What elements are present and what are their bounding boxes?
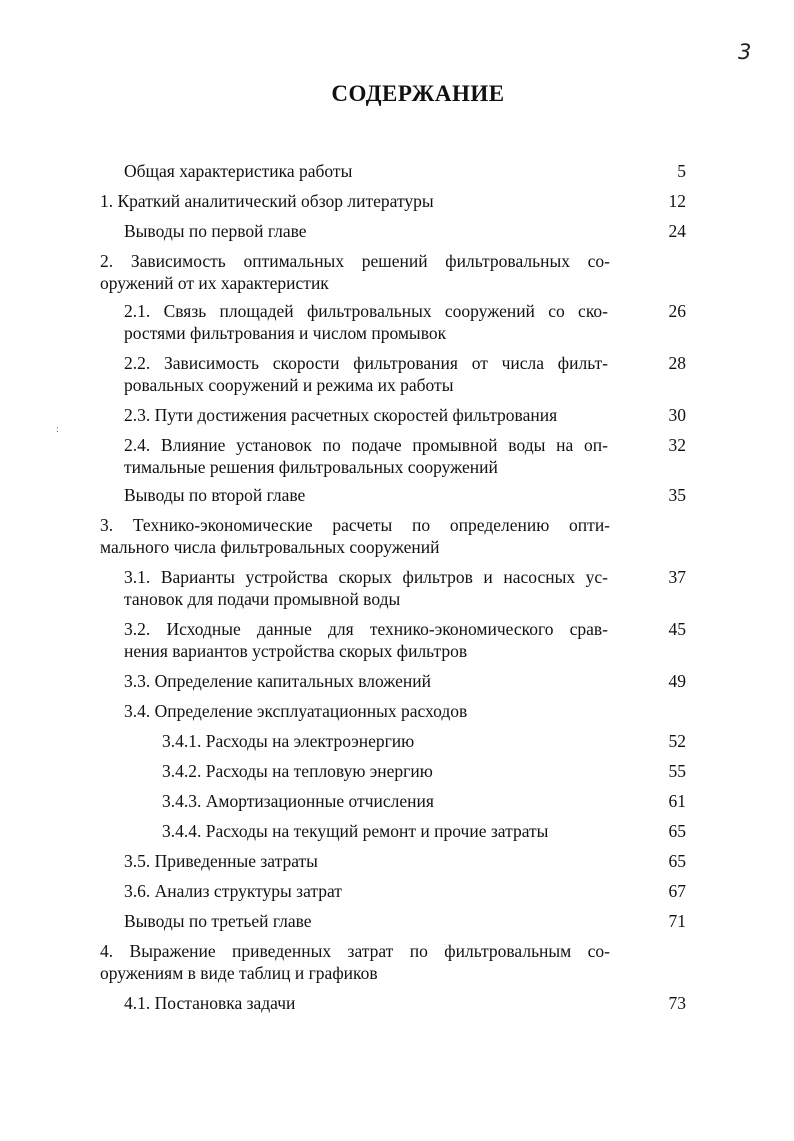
toc-entry[interactable] bbox=[124, 404, 686, 426]
toc-entry[interactable] bbox=[162, 730, 686, 752]
toc-entry-number: 2.4. bbox=[124, 435, 151, 455]
toc-entry[interactable] bbox=[124, 700, 686, 722]
toc-entry-title: Краткий аналитический обзор литературы bbox=[117, 191, 434, 211]
toc-entry-number: 3. bbox=[100, 515, 114, 535]
toc-entry-title-continued: тимальные решения фильтровальных сооружений bbox=[124, 457, 498, 477]
toc-entry-number: 4. bbox=[100, 941, 114, 961]
toc-entry-number: 2.1. bbox=[124, 301, 151, 321]
toc-entry-title: Амортизационные отчисления bbox=[205, 791, 434, 811]
toc-entry[interactable] bbox=[100, 940, 686, 984]
toc-entry-page: 12 bbox=[668, 191, 686, 211]
toc-entry-page: 32 bbox=[668, 435, 686, 455]
toc-entry-title: Выводы по третьей главе bbox=[124, 911, 312, 931]
toc-entry-number: 3.4.4. bbox=[162, 821, 202, 841]
toc-entry[interactable] bbox=[124, 992, 686, 1014]
toc-entry-title: Зависимость скорости фильтрования от числа фильт- bbox=[164, 353, 609, 373]
toc-entry-page: 55 bbox=[668, 761, 686, 781]
toc-entry[interactable] bbox=[124, 352, 686, 396]
toc-entry-number: 3.5. bbox=[124, 851, 151, 871]
toc-entry[interactable] bbox=[124, 880, 686, 902]
toc-entry-title-continued: тановок для подачи промывной воды bbox=[124, 589, 401, 609]
toc-entry-title: Выводы по первой главе bbox=[124, 221, 307, 241]
toc-entry-title: Анализ структуры затрат bbox=[154, 881, 342, 901]
toc-entry-title: Пути достижения расчетных скоростей фильтрования bbox=[154, 405, 558, 425]
toc-entry-number: 3.1. bbox=[124, 567, 151, 587]
toc-entry-page: 67 bbox=[668, 881, 686, 901]
toc-entry[interactable] bbox=[124, 220, 686, 242]
toc-entry-page: 37 bbox=[668, 567, 686, 587]
toc-entry-title: Варианты устройства скорых фильтров и насосных ус- bbox=[160, 567, 608, 587]
toc-entry[interactable] bbox=[124, 618, 686, 662]
toc-entry-title: Выводы по второй главе bbox=[124, 485, 306, 505]
toc-entry-title: Определение эксплуатационных расходов bbox=[154, 701, 468, 721]
toc-entry[interactable] bbox=[124, 300, 686, 344]
toc-entry-number: 3.4. bbox=[124, 701, 151, 721]
toc-entry-title: Технико-экономические расчеты по определению опти- bbox=[132, 515, 611, 535]
page-number: 3 bbox=[738, 40, 752, 64]
toc-entry-title: Расходы на электроэнергию bbox=[205, 731, 415, 751]
toc-entry-page: 45 bbox=[668, 619, 686, 639]
toc-entry-number: 3.4.2. bbox=[162, 761, 202, 781]
toc-entry-title: Влияние установок по подаче промывной воды на оп- bbox=[161, 435, 609, 455]
toc-entry-title: Расходы на тепловую энергию bbox=[205, 761, 433, 781]
toc-entry-number: 2. bbox=[100, 251, 114, 271]
toc-entry-title: Связь площадей фильтровальных сооружений со ско- bbox=[163, 301, 609, 321]
toc-entry-number: 2.3. bbox=[124, 405, 151, 425]
toc-entry-title: Общая характеристика работы bbox=[124, 161, 353, 181]
toc-entry-title-continued: оружениям в виде таблиц и графиков bbox=[100, 963, 378, 983]
toc-entry[interactable] bbox=[124, 850, 686, 872]
toc-entry-page: 65 bbox=[668, 821, 686, 841]
toc-entry[interactable] bbox=[124, 484, 686, 506]
toc-entry-title: Определение капитальных вложений bbox=[154, 671, 432, 691]
toc-entry-number: 3.6. bbox=[124, 881, 151, 901]
toc-entry[interactable] bbox=[124, 160, 686, 182]
toc-entry[interactable] bbox=[100, 250, 686, 294]
toc-entry[interactable] bbox=[100, 514, 686, 558]
scan-speck: : bbox=[56, 424, 59, 435]
toc-entry[interactable] bbox=[124, 910, 686, 932]
toc-entry-title: Выражение приведенных затрат по фильтровальным со- bbox=[129, 941, 611, 961]
toc-entry-page: 30 bbox=[668, 405, 686, 425]
toc-entry-page: 49 bbox=[668, 671, 686, 691]
toc-entry-title: Исходные данные для технико-экономического срав- bbox=[166, 619, 609, 639]
toc-entry-page: 5 bbox=[677, 161, 686, 181]
page-title: СОДЕРЖАНИЕ bbox=[331, 81, 505, 106]
toc-entry-title: Зависимость оптимальных решений фильтровальных со- bbox=[130, 251, 610, 271]
toc-entry-number: 3.4.3. bbox=[162, 791, 202, 811]
toc-entry-title: Расходы на текущий ремонт и прочие затраты bbox=[205, 821, 549, 841]
toc-entry-page: 52 bbox=[668, 731, 686, 751]
toc-entry[interactable] bbox=[124, 566, 686, 610]
toc-entry-number: 3.2. bbox=[124, 619, 151, 639]
toc-entry-title-continued: мального числа фильтровальных сооружений bbox=[100, 537, 440, 557]
toc-entry-title: Постановка задачи bbox=[154, 993, 296, 1013]
toc-entry-number: 3.3. bbox=[124, 671, 151, 691]
toc-entry-number: 1. bbox=[100, 191, 114, 211]
toc-entry-title: Приведенные затраты bbox=[154, 851, 318, 871]
toc-entry[interactable] bbox=[124, 434, 686, 478]
toc-entry-number: 2.2. bbox=[124, 353, 151, 373]
toc-entry-number: 3.4.1. bbox=[162, 731, 202, 751]
toc-entry-page: 73 bbox=[668, 993, 686, 1013]
toc-entry-title-continued: ровальных сооружений и режима их работы bbox=[124, 375, 454, 395]
toc-entry-title-continued: нения вариантов устройства скорых фильтров bbox=[124, 641, 468, 661]
toc-entry-number: 4.1. bbox=[124, 993, 151, 1013]
toc-entry-page: 26 bbox=[668, 301, 686, 321]
toc-entry[interactable] bbox=[162, 760, 686, 782]
toc-entry[interactable] bbox=[162, 820, 686, 842]
toc-entry-title-continued: оружений от их характеристик bbox=[100, 273, 329, 293]
toc-entry-page: 71 bbox=[668, 911, 686, 931]
toc-entry-page: 35 bbox=[668, 485, 686, 505]
toc-entry[interactable] bbox=[100, 190, 686, 212]
toc-entry-page: 61 bbox=[668, 791, 686, 811]
toc-entry[interactable] bbox=[162, 790, 686, 812]
toc-entry[interactable] bbox=[124, 670, 686, 692]
toc-entry-page: 28 bbox=[668, 353, 686, 373]
toc-entry-title-continued: ростями фильтрования и числом промывок bbox=[124, 323, 447, 343]
toc-entry-page: 65 bbox=[668, 851, 686, 871]
toc-entry-page: 24 bbox=[668, 221, 686, 241]
